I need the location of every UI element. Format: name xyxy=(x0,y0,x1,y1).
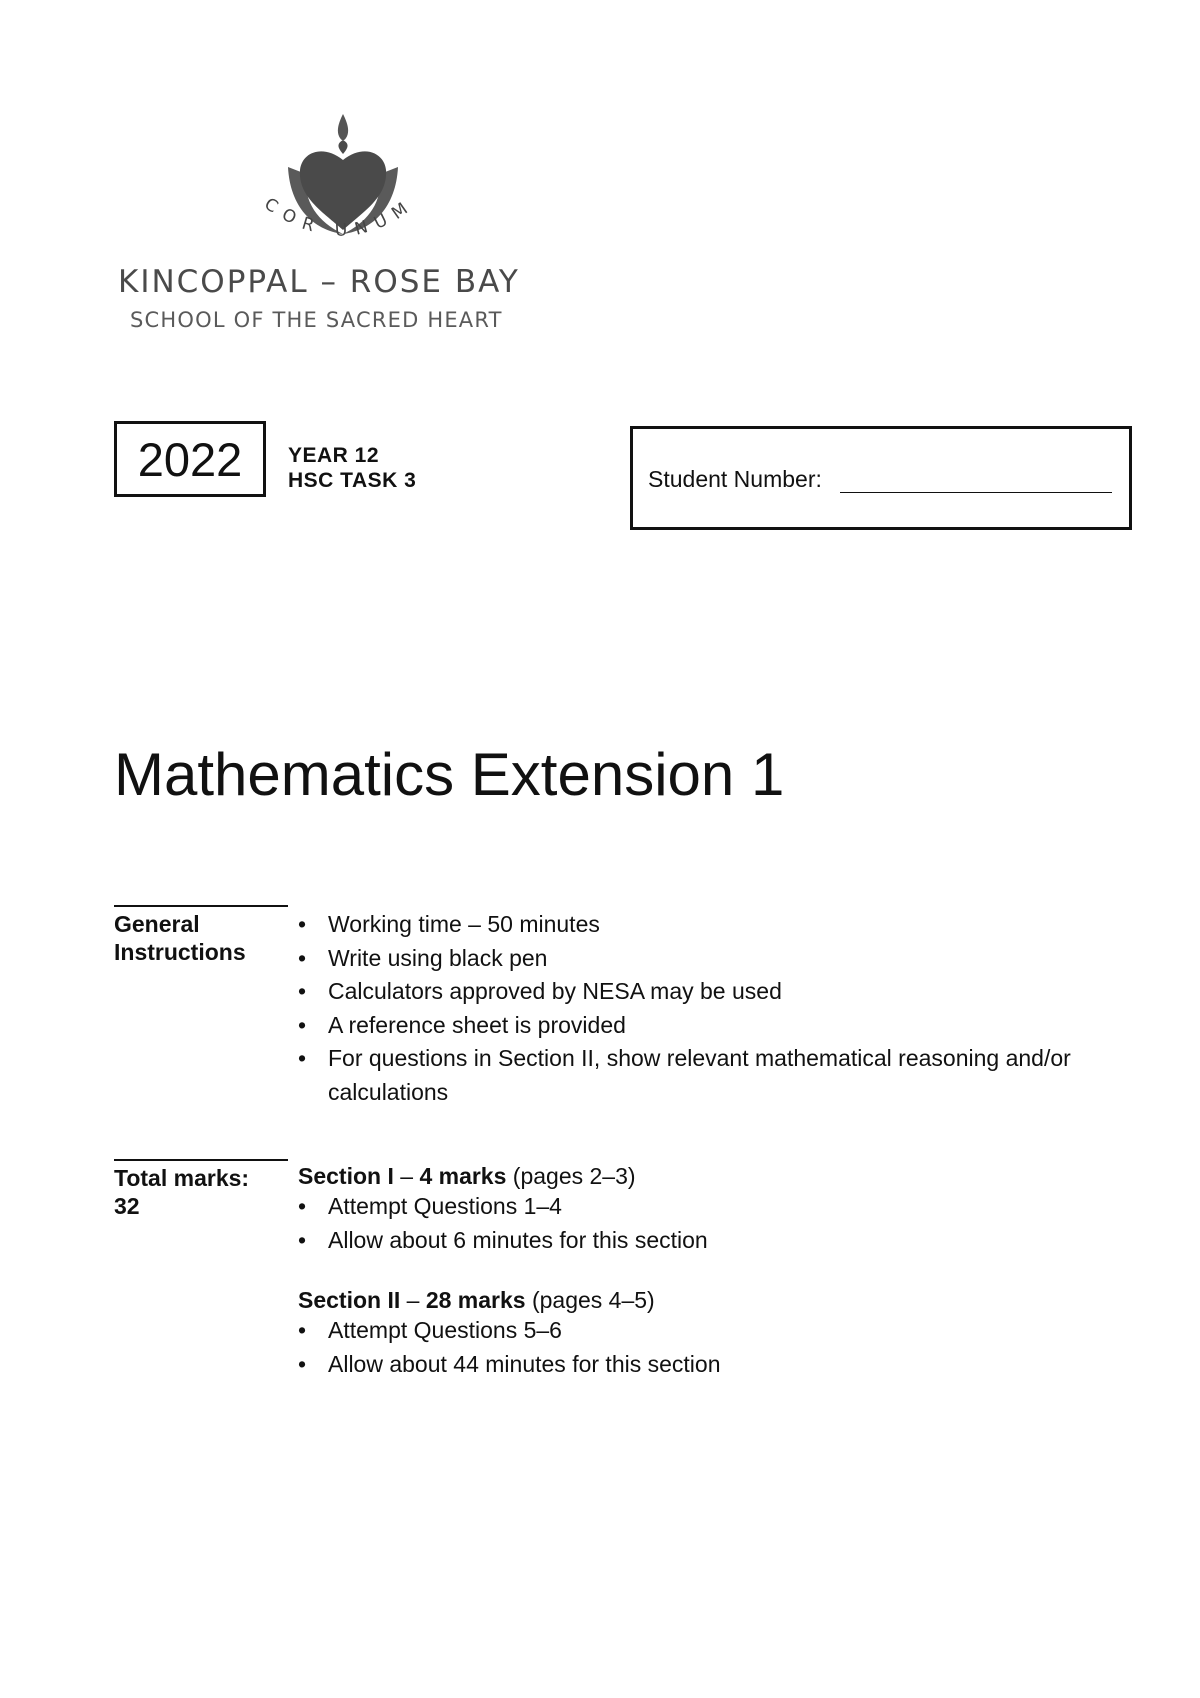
list-item-text: Attempt Questions 1–4 xyxy=(328,1193,562,1219)
list-item xyxy=(298,908,1078,942)
bullet-icon: • xyxy=(298,1317,307,1343)
label-line: General xyxy=(114,911,200,937)
bullet-icon: • xyxy=(298,978,307,1004)
list-item xyxy=(298,1224,1078,1258)
list-item xyxy=(298,975,1078,1009)
divider xyxy=(114,1159,288,1161)
student-number-box xyxy=(630,426,1132,530)
total-marks-value: 32 xyxy=(114,1193,140,1219)
general-instructions-list xyxy=(298,908,1078,1109)
bullet-icon: • xyxy=(298,1011,307,1038)
list-item xyxy=(298,1348,1078,1382)
divider xyxy=(114,905,288,907)
student-number-label: Student Number: xyxy=(648,466,822,492)
bullet-icon: • xyxy=(298,1045,307,1071)
list-item xyxy=(298,1190,1078,1224)
list-item xyxy=(298,942,1078,976)
school-logo xyxy=(118,112,568,337)
task-name: HSC TASK 3 xyxy=(288,469,417,492)
bullet-icon: • xyxy=(298,1350,307,1377)
bullet-icon: • xyxy=(298,1226,307,1253)
list-item xyxy=(298,1314,1078,1348)
list-item-text: For questions in Section II, show relevant mathematical reasoning and/or calculations xyxy=(328,1045,1071,1105)
total-marks-label xyxy=(114,1164,249,1220)
list-item xyxy=(298,1042,1078,1109)
year-text: 2022 xyxy=(137,432,243,486)
section-2-list xyxy=(298,1314,1078,1381)
section-2-heading xyxy=(298,1287,655,1314)
section-pages: (pages 2–3) xyxy=(506,1163,636,1189)
section-name: Section I xyxy=(298,1163,394,1189)
list-item-text: Working time – 50 minutes xyxy=(328,911,600,937)
general-instructions-label xyxy=(114,910,246,966)
student-number-field[interactable] xyxy=(840,492,1112,493)
section-1-heading xyxy=(298,1163,636,1190)
list-item-text: Attempt Questions 5–6 xyxy=(328,1317,562,1343)
list-item-text: A reference sheet is provided xyxy=(328,1011,626,1038)
motto-arc xyxy=(118,112,568,252)
section-pages: (pages 4–5) xyxy=(525,1287,655,1313)
bullet-icon: • xyxy=(298,911,307,937)
year-box xyxy=(114,421,266,497)
section-1-list xyxy=(298,1190,1078,1257)
section-marks: 28 marks xyxy=(425,1287,526,1313)
list-item-text: Calculators approved by NESA may be used xyxy=(328,978,782,1004)
total-marks-text: Total marks: xyxy=(114,1165,250,1191)
section-marks: 4 marks xyxy=(419,1163,507,1189)
section-name: Section II xyxy=(298,1287,401,1313)
bullet-icon: • xyxy=(298,944,307,971)
task-level: YEAR 12 xyxy=(288,444,380,467)
page-title: Mathematics Extension 1 xyxy=(114,741,785,808)
school-subtitle: SCHOOL OF THE SACRED HEART xyxy=(130,308,503,332)
section-dash: – xyxy=(400,1287,426,1313)
label-line: Instructions xyxy=(114,939,246,965)
task-info xyxy=(288,443,416,493)
list-item-text: Allow about 44 minutes for this section xyxy=(328,1350,721,1377)
svg-text:COR UNUM: COR UNUM xyxy=(260,193,420,241)
bullet-icon: • xyxy=(298,1193,307,1219)
section-dash: – xyxy=(393,1163,420,1189)
list-item-text: Write using black pen xyxy=(328,944,548,971)
list-item xyxy=(298,1009,1078,1043)
list-item-text: Allow about 6 minutes for this section xyxy=(328,1226,708,1253)
school-name: KINCOPPAL – ROSE BAY xyxy=(118,264,520,300)
